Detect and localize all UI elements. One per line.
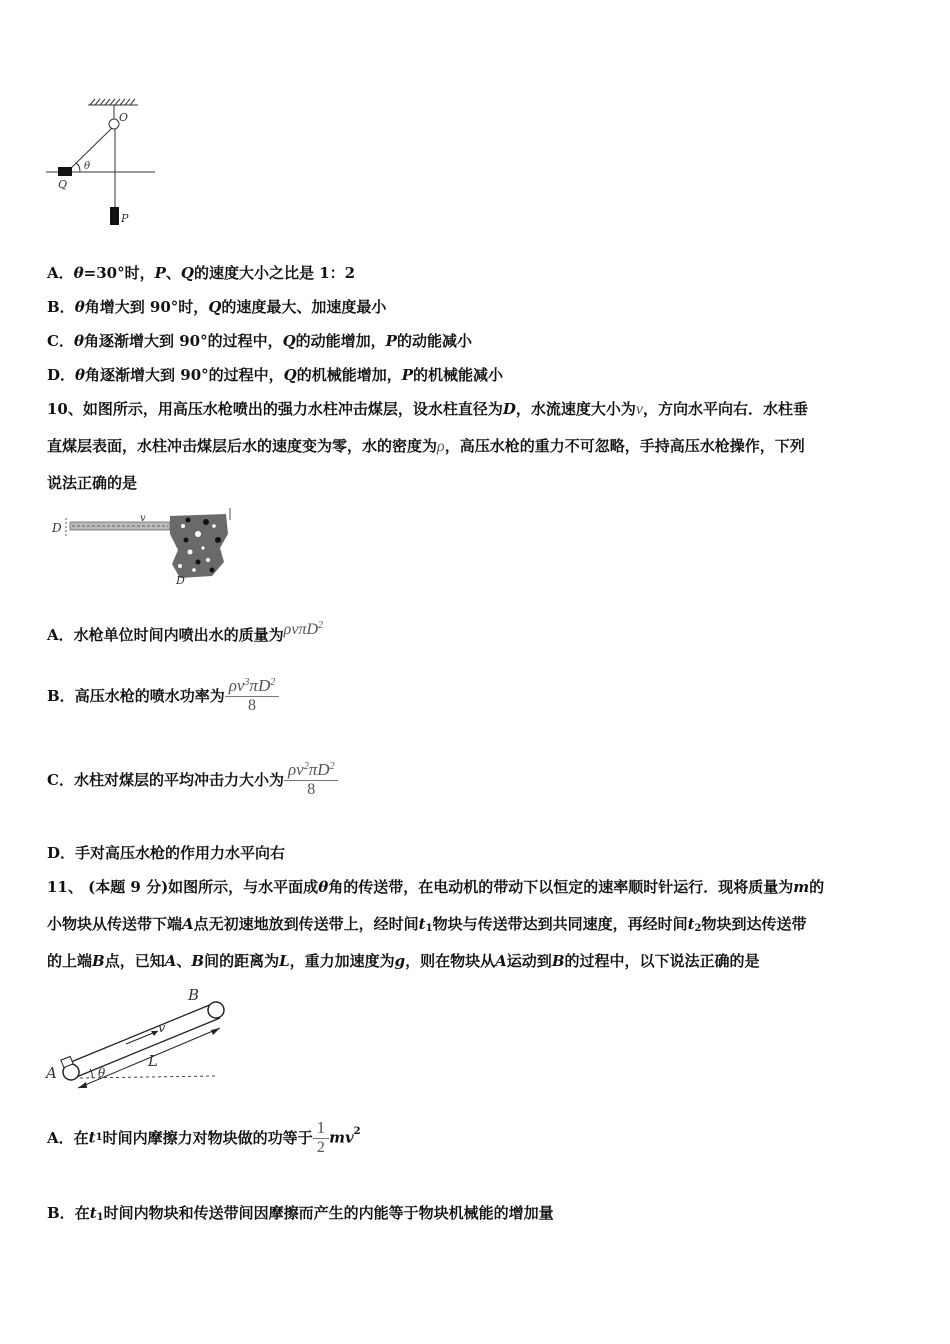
q11-option-b — [47, 1202, 554, 1223]
num-part: ρv — [228, 676, 245, 695]
var-t: t — [687, 915, 695, 933]
fraction-c — [284, 760, 339, 799]
stem-text: 小物块从传送带下端 — [47, 915, 183, 933]
stem-text: ，高压水枪的重力不可忽略，手持高压水枪操作，下列 — [444, 437, 805, 455]
q9-option-a — [47, 262, 355, 283]
formula-exp: 2 — [318, 620, 324, 631]
option-text: 角增大到 90°时， — [84, 298, 209, 316]
option-text: 高压水枪的喷水功率为 — [74, 687, 225, 705]
option-text: 手对高压水枪的作用力水平向右 — [75, 844, 286, 862]
q11-stem-line1 — [47, 876, 824, 897]
var-rho: ρ — [437, 438, 445, 455]
option-text: 的机械能减小 — [413, 366, 504, 384]
var-v: v — [635, 401, 644, 418]
option-label: C． — [47, 332, 74, 350]
q10-stem-line2 — [47, 435, 805, 456]
var-d: D — [502, 400, 516, 418]
var-theta: θ — [73, 264, 84, 282]
var-g: g — [394, 952, 406, 970]
num-exp: 2 — [303, 761, 309, 772]
q10-option-d — [47, 842, 285, 863]
var-t: t — [418, 915, 426, 933]
num-exp: 2 — [329, 761, 335, 772]
option-label: A． — [47, 626, 74, 644]
var-b: B — [191, 952, 205, 970]
option-text: 、 — [165, 264, 181, 282]
fraction-denominator: 8 — [247, 697, 256, 714]
label-d-left: D — [52, 521, 62, 535]
label-theta: θ — [84, 161, 91, 172]
var-l: L — [279, 952, 290, 970]
fraction-numerator — [225, 676, 280, 697]
var-b: B — [92, 952, 105, 970]
option-text: 水柱对煤层的平均冲击力大小为 — [73, 771, 284, 789]
option-text: 的速度最大、加速度最小 — [221, 298, 387, 316]
q11-stem-line2 — [47, 913, 807, 934]
subscript: 1 — [425, 923, 433, 934]
stem-text: 、 — [176, 952, 192, 970]
fraction-denominator: 2 — [316, 1139, 325, 1156]
q9-option-b — [47, 296, 386, 317]
label-o: O — [119, 111, 129, 124]
stem-text: 物块到达传送带 — [701, 915, 807, 933]
num-part: πD — [308, 760, 330, 779]
option-text: 水枪单位时间内喷出水的质量为 — [73, 626, 284, 644]
stem-text: 说法正确的是 — [47, 474, 138, 492]
angle-arc — [76, 163, 80, 172]
option-text: 的动能增加， — [295, 332, 386, 350]
var-theta: θ — [75, 366, 86, 384]
option-text: 的动能减小 — [396, 332, 472, 350]
stem-text: 的上端 — [47, 952, 93, 970]
q11-option-a — [47, 1118, 361, 1157]
option-text: 在 — [74, 1204, 90, 1222]
var-b: B — [551, 952, 565, 970]
fraction-b — [225, 676, 280, 715]
q9-option-d — [47, 364, 503, 385]
var-a: A — [164, 952, 177, 970]
var-t: t — [88, 1128, 96, 1147]
label-q: Q — [58, 178, 68, 191]
var-q: Q — [282, 332, 296, 350]
var-q: Q — [208, 298, 222, 316]
option-text: 角逐渐增大到 90°的过程中， — [85, 366, 284, 384]
label-v: v — [158, 1021, 166, 1036]
var-q: Q — [180, 264, 194, 282]
label-l: L — [148, 1052, 158, 1070]
option-text: 在 — [73, 1129, 89, 1147]
num-exp: 2 — [270, 677, 276, 688]
stem-text: 10、如图所示，用高压水枪喷出的强力水柱冲击煤层，设水柱直径为 — [47, 400, 503, 418]
fraction-denominator: 8 — [307, 781, 316, 798]
fraction-numerator: 1 — [313, 1118, 330, 1139]
var-p: P — [401, 366, 414, 384]
option-label: C． — [47, 771, 74, 789]
stem-text: ，方向水平向右．水柱垂 — [643, 400, 809, 418]
q10-figure — [48, 504, 238, 588]
var-a: A — [495, 952, 507, 970]
stem-text: 直煤层表面，水柱冲击煤层后水的速度变为零，水的密度为 — [47, 437, 438, 455]
option-label: D． — [47, 366, 76, 384]
stem-text: 的过程中，以下说法正确的是 — [564, 952, 760, 970]
var-theta: θ — [73, 332, 84, 350]
label-p: P — [121, 212, 129, 225]
block-p — [110, 207, 119, 225]
q9-figure — [40, 95, 165, 235]
stem-text: ，水流速度大小为 — [515, 400, 636, 418]
option-label: D． — [47, 844, 76, 862]
stem-text: 间的距离为 — [204, 952, 280, 970]
option-text: 时间内摩擦力对物块做的功等于 — [102, 1129, 313, 1147]
stem-text: 11、 (本题 9 分)如图所示，与水平面成 — [47, 878, 319, 896]
option-text: 角逐渐增大到 90°的过程中， — [83, 332, 283, 350]
q10-option-c — [47, 760, 338, 799]
belt-top — [66, 1004, 212, 1064]
subscript: 1 — [96, 1212, 104, 1223]
pulley — [109, 119, 119, 129]
pulley-b — [208, 1002, 224, 1018]
q11-figure — [40, 982, 230, 1102]
q10-stem-line3 — [47, 472, 137, 493]
stem-text: 的 — [809, 878, 825, 896]
option-label: B． — [47, 687, 75, 705]
length-arrowhead-b — [211, 1028, 220, 1035]
var-mv: mv — [329, 1128, 354, 1147]
var-p: P — [385, 332, 397, 350]
var-p: P — [154, 264, 166, 282]
label-b: B — [188, 986, 200, 1004]
length-arrowhead-a — [78, 1082, 87, 1088]
num-part: πD — [249, 676, 271, 695]
ceiling-hatch — [88, 99, 138, 105]
var-q: Q — [283, 366, 297, 384]
option-text: 时间内物块和传送带间因摩擦而产生的内能等于物块机械能的增加量 — [103, 1204, 554, 1222]
var-a: A — [182, 915, 194, 933]
var-m: m — [793, 878, 810, 896]
option-text: 的机械能增加， — [296, 366, 402, 384]
option-label: A． — [47, 264, 74, 282]
stem-text: 运动到 — [506, 952, 552, 970]
stem-text: 点，已知 — [104, 952, 165, 970]
stem-text: 物块与传送带达到共同速度，再经时间 — [432, 915, 688, 933]
belt-bottom — [74, 1018, 220, 1078]
option-text: =30°时， — [83, 264, 155, 282]
label-theta: θ — [98, 1066, 106, 1080]
q9-option-c — [47, 330, 472, 351]
q11-stem-line3 — [47, 950, 760, 971]
option-label: B． — [47, 298, 75, 316]
subscript: 1 — [95, 1132, 103, 1143]
num-part: ρv — [287, 760, 304, 779]
q10-option-b — [47, 676, 279, 715]
subscript: 2 — [694, 923, 702, 934]
label-d-bottom: D — [176, 574, 185, 587]
fraction-numerator — [284, 760, 339, 781]
option-label: B． — [47, 1204, 75, 1222]
block-q — [58, 167, 72, 176]
formula-exp: 2 — [353, 1126, 361, 1137]
option-label: A． — [47, 1129, 74, 1147]
label-a: A — [46, 1064, 57, 1082]
formula-body: ρvπD — [283, 621, 319, 638]
num-exp: 3 — [244, 677, 250, 688]
q10-stem-line1 — [47, 398, 808, 419]
stem-text: ，则在物块从 — [405, 952, 496, 970]
var-theta: θ — [74, 298, 85, 316]
option-text: 的速度大小之比是 1：2 — [193, 264, 356, 282]
fraction-half — [313, 1118, 330, 1157]
stem-text: ，重力加速度为 — [289, 952, 395, 970]
q10-option-a — [47, 620, 324, 645]
formula-a — [284, 621, 323, 638]
var-t: t — [89, 1204, 97, 1222]
var-theta: θ — [318, 878, 329, 896]
stem-text: 点无初速地放到传送带上，经时间 — [193, 915, 419, 933]
coal-seam — [170, 514, 228, 578]
stem-text: 角的传送带，在电动机的带动下以恒定的速率顺时针运行．现将质量为 — [328, 878, 794, 896]
label-v: v — [140, 513, 146, 524]
